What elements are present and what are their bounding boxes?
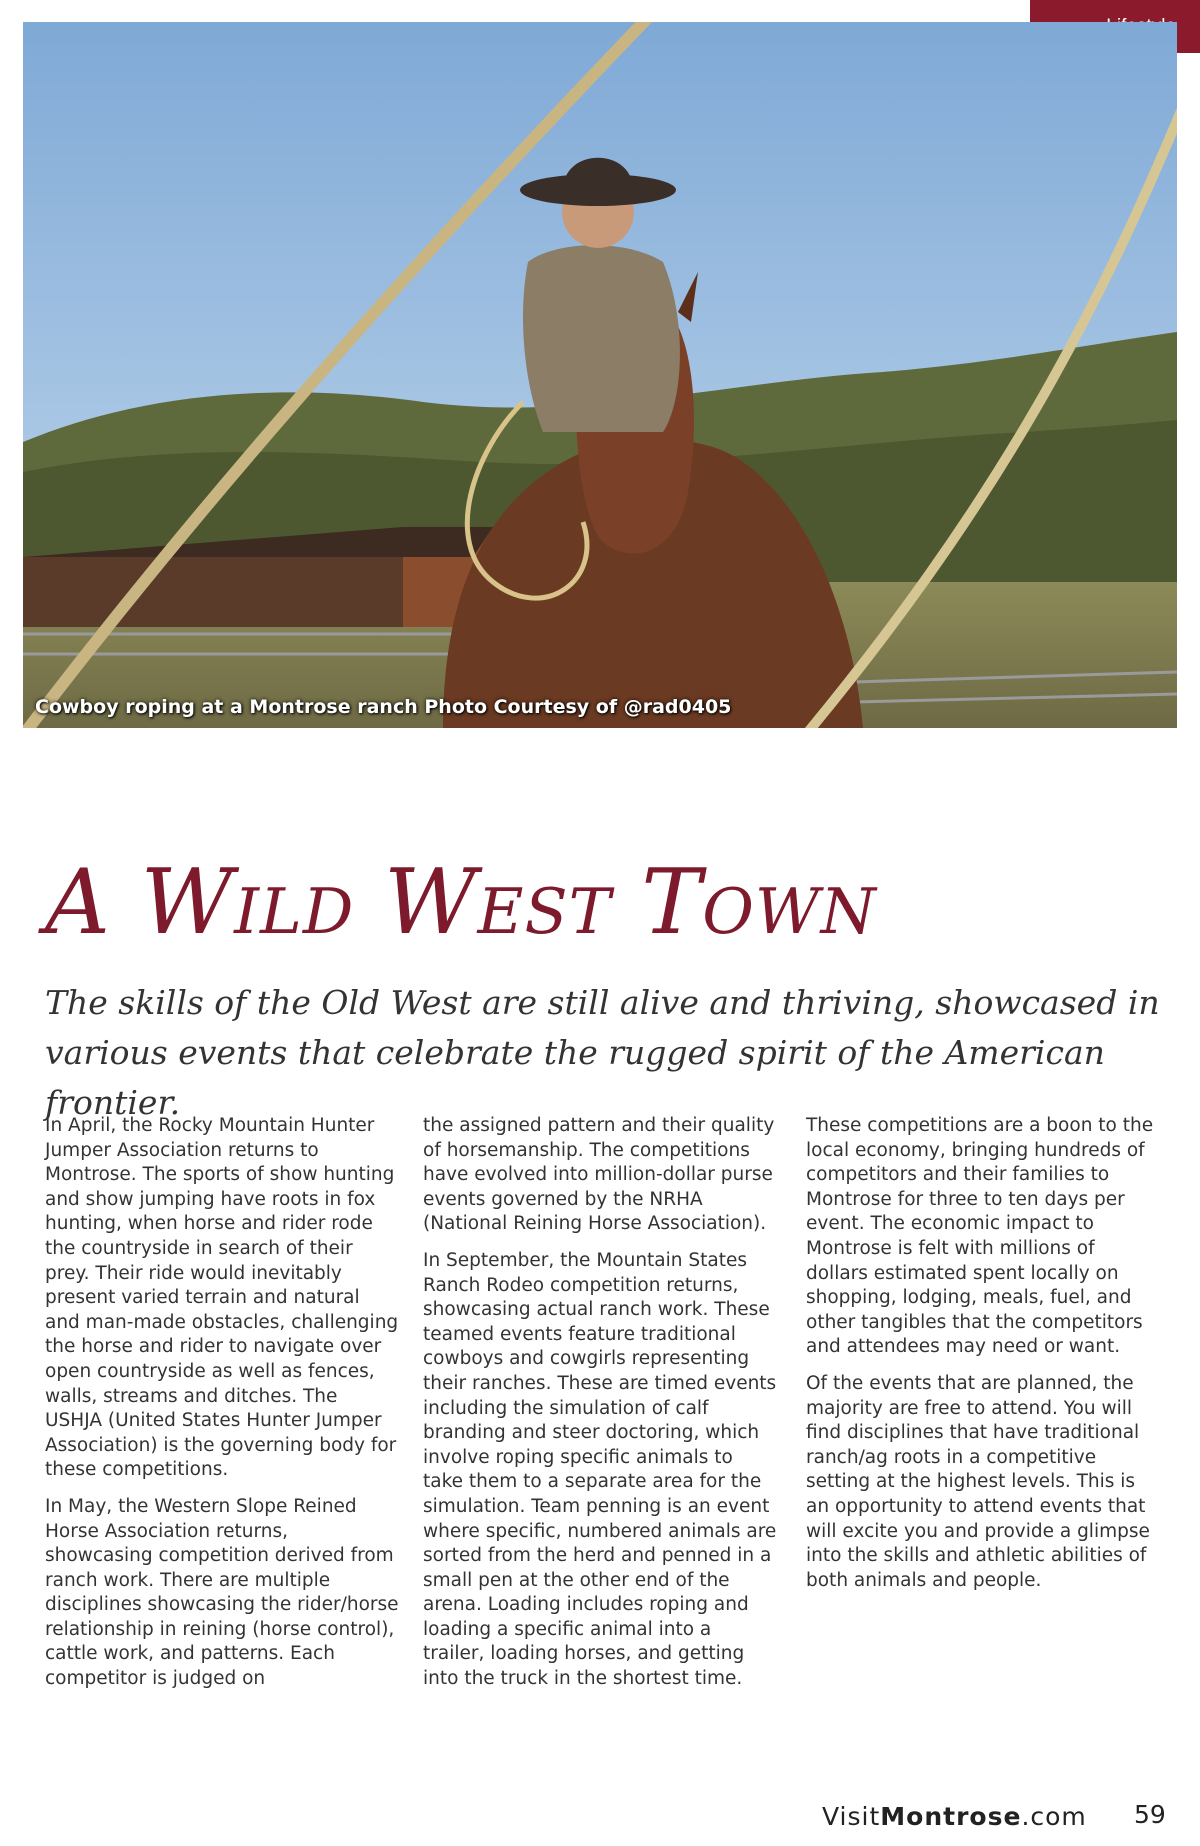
text-column-3 <box>806 1114 1161 1605</box>
cowboy-photo-illustration <box>23 22 1177 728</box>
text-column-1 <box>45 1114 400 1704</box>
paragraph: In May, the Western Slope Reined Horse Association returns, showcasing competition derived from ranch work. There are multiple disciplines showcasing the rider/horse relationship in reining (horse control), cattle work, and patterns. Each competitor is judged on <box>45 1495 399 1690</box>
paragraph: the assigned pattern and their quality of horsemanship. The competitions have evolved into million-dollar purse events governed by the NRHA (National Reining Horse Association). <box>423 1115 775 1235</box>
paragraph: Of the events that are planned, the majority are free to attend. You will find disciplines that have traditional ranch/ag roots in a competitive setting at the highest levels. This is an opportunity to attend events that will excite you and provide a glimpse into the skills and athletic abilities of both animals and people. <box>806 1372 1150 1591</box>
photo-caption: Cowboy roping at a Montrose ranch Photo Courtesy of @rad0405 <box>35 696 732 718</box>
text-column-2 <box>423 1114 778 1704</box>
paragraph: In April, the Rocky Mountain Hunter Jumper Association returns to Montrose. The sports of show hunting and show jumping have roots in fox hunting, when horse and rider rode the countryside in search of their prey. Their ride would inevitably present varied terrain and natural and man-made obstacles, challenging the horse and rider to navigate over open countryside as well as fences, walls, streams and ditches. The USHJA (United States Hunter Jumper Association) is the governing body for these competitions. <box>45 1115 399 1481</box>
brand-suffix: .com <box>1021 1802 1087 1831</box>
paragraph: These competitions are a boon to the local economy, bringing hundreds of competitors and their families to Montrose for three to ten days per event. The economic impact to Montrose is felt with millions of dollars estimated spent locally on shopping, lodging, meals, fuel, and other tangibles that the competitors and attendees may need or want. <box>806 1115 1154 1358</box>
brand-name: Montrose <box>880 1802 1022 1831</box>
page-number: 59 <box>1134 1800 1166 1829</box>
hero-photo <box>23 22 1177 728</box>
article-title: A Wild West Town <box>45 850 877 955</box>
brand-prefix: Visit <box>822 1802 881 1831</box>
footer-brand <box>822 1802 1087 1831</box>
article-subtitle: The skills of the Old West are still alive and thriving, showcased in various events that celebrate the rugged spirit of the American frontier. <box>45 983 1160 1122</box>
paragraph: In September, the Mountain States Ranch Rodeo competition returns, showcasing actual ranch work. These teamed events feature traditional cowboys and cowgirls representing their ranches. These are timed events including the simulation of calf branding and steer doctoring, which involve roping specific animals to take them to a separate area for the simulation. Team penning is an event where specific, numbered animals are sorted from the herd and penned in a small pen at the other end of the arena. Loading includes roping and loading a specific animal into a trailer, loading horses, and getting into the truck in the shortest time. <box>423 1249 777 1690</box>
